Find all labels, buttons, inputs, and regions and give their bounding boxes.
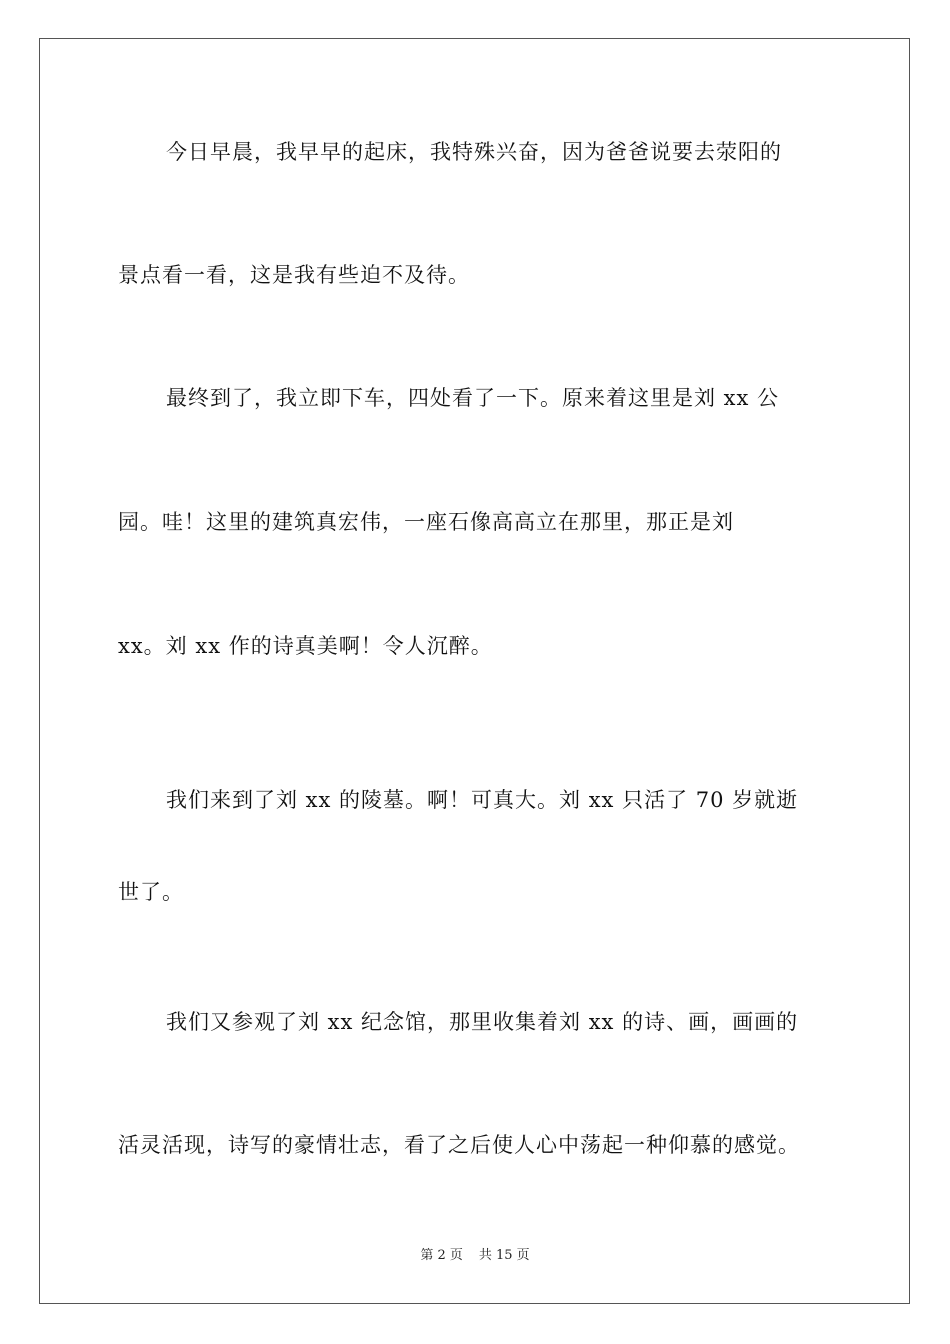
paragraph-2-line-2: 园。哇！这里的建筑真宏伟，一座石像高高立在那里，那正是刘	[118, 510, 734, 534]
paragraph-3-line-1: 我们来到了刘 xx 的陵墓。啊！可真大。刘 xx 只活了 70 岁就逝	[166, 788, 799, 812]
paragraph-4-line-1: 我们又参观了刘 xx 纪念馆，那里收集着刘 xx 的诗、画，画画的	[166, 1010, 799, 1034]
paragraph-1-line-2: 景点看一看，这是我有些迫不及待。	[118, 263, 470, 287]
paragraph-2-line-1: 最终到了，我立即下车，四处看了一下。原来着这里是刘 xx 公	[166, 386, 780, 410]
page-frame	[39, 38, 910, 1304]
paragraph-4-line-2: 活灵活现，诗写的豪情壮志，看了之后使人心中荡起一种仰慕的感觉。	[118, 1133, 800, 1157]
page-number: 第 2 页	[420, 1248, 463, 1263]
paragraph-2-line-3: xx。刘 xx 作的诗真美啊！令人沉醉。	[118, 634, 493, 658]
paragraph-3-line-2: 世了。	[118, 880, 184, 904]
page-total: 共 15 页	[478, 1248, 530, 1263]
page-footer	[0, 1247, 950, 1265]
paragraph-1-line-1: 今日早晨，我早早的起床，我特殊兴奋，因为爸爸说要去荥阳的	[166, 140, 782, 164]
